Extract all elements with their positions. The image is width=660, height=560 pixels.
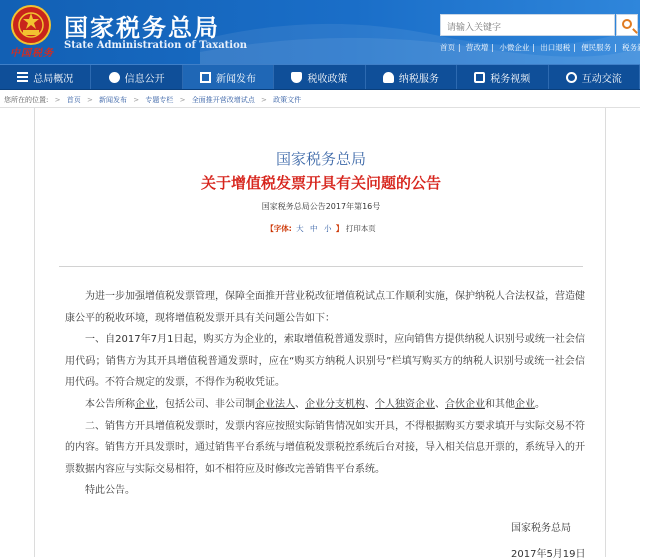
article-body [65, 286, 585, 502]
search-input[interactable]: 请输入关键字 [440, 14, 615, 36]
quick-link-small-business[interactable]: 小微企业 [499, 43, 530, 52]
font-size-medium[interactable]: 中 [310, 224, 318, 233]
article-panel [34, 108, 606, 560]
link-enterprise[interactable]: 企业 [135, 398, 155, 410]
quick-link-export-rebate[interactable]: 出口退税 [540, 43, 571, 52]
nav-item-label: 新闻发布 [216, 73, 257, 85]
paragraph-closing: 特此公告。 [85, 485, 135, 497]
paragraph-definition: 本公告所称企业，包括公司、非公司制企业法人、企业分支机构、个人独资企业、合伙企业和其他企业。 [85, 398, 545, 410]
article-title: 关于增值税发票开具有关问题的公告 [200, 174, 441, 192]
nav-item-label: 税收政策 [307, 73, 348, 85]
font-size-label: 【字体: [266, 224, 292, 233]
paragraph-intro: 为进一步加强增值税发票管理，保障全面推开营业税改征增值税试点工作顺利实施，保护纳税人合法权益，营造健康公平的税收环境，现将增值税发票开具有关问题公告如下： [65, 291, 585, 324]
nav-item-label: 总局概况 [33, 73, 74, 85]
video-icon [474, 72, 485, 83]
quick-link-vat-reform[interactable]: 营改增 [465, 43, 489, 52]
breadcrumb-prefix: 您所在的位置: [4, 96, 49, 104]
font-size-suffix: 】 [335, 224, 344, 233]
breadcrumb: 您所在的位置: > 首页 > 新闻发布 > 专题专栏 > 全面推开营改增试点 > 政策文件 [4, 96, 302, 104]
main-nav [0, 64, 640, 90]
site-title[interactable]: 国家税务总局 [64, 14, 220, 42]
user-icon [383, 72, 394, 83]
breadcrumb-vat-reform[interactable]: 全面推开营改增试点 [191, 96, 255, 104]
nav-item-label: 纳税服务 [398, 73, 439, 85]
nav-item-interaction[interactable] [549, 65, 640, 89]
nav-item-overview[interactable] [0, 65, 91, 89]
search-button[interactable] [616, 14, 638, 36]
nav-item-label: 互动交流 [581, 73, 622, 85]
link-other-enterprise[interactable]: 企业 [515, 398, 535, 410]
site-header [0, 0, 653, 64]
link-sole-proprietorship[interactable]: 个人独资企业 [375, 398, 435, 410]
breadcrumb-home[interactable]: 首页 [66, 96, 81, 104]
quick-link-home[interactable]: 首页 [440, 43, 455, 52]
nav-item-tax-video[interactable] [457, 65, 548, 89]
seal-logo-text: 中国税务 [10, 48, 54, 59]
document-number: 国家税务总局公告2017年第16号 [261, 202, 381, 211]
search-icon [622, 19, 632, 29]
chat-icon [109, 72, 120, 83]
font-size-large[interactable]: 大 [296, 224, 304, 233]
signature-org: 国家税务总局 [511, 523, 571, 534]
news-icon [200, 72, 211, 83]
list-icon [17, 72, 28, 83]
paragraph-item-2: 二、销售方开具增值税发票时，发票内容应按照实际销售情况如实开具，不得根据购买方要求填开与实际交易不符的内容。销售方开具发票时，通过销售平台系统与增值税发票税控系统后台对接，导入相关信息开票的，系统导入的开票数据内容应与实际交易相符，如不相符应及时修改完善销售平台系统。 [65, 420, 585, 475]
link-partnership[interactable]: 合伙企业 [445, 398, 485, 410]
article-org-title: 国家税务总局 [275, 150, 366, 168]
print-page-link[interactable]: 打印本页 [345, 224, 376, 233]
link-enterprise-legal-person[interactable]: 企业法人 [255, 398, 295, 410]
nav-item-info-disclosure[interactable] [91, 65, 182, 89]
nav-item-label: 信息公开 [124, 73, 165, 85]
signature-date: 2017年5月19日 [511, 549, 586, 560]
paragraph-item-1: 一、自2017年7月1日起，购买方为企业的，索取增值税普通发票时，应向销售方提供纳税人识别号或统一社会信用代码；销售方为其开具增值税普通发票时，应在“购买方纳税人识别号”栏填写购买方的纳税人识别号或统一社会信用代码。不符合规定的发票，不得作为税收凭证。 [65, 334, 585, 389]
article-divider [59, 266, 583, 267]
nav-item-label: 税务视频 [490, 73, 531, 85]
breadcrumb-news-release[interactable]: 新闻发布 [99, 96, 128, 104]
font-size-controls [35, 223, 607, 234]
quick-links: 首页 | 营改增 | 小微企业 | 出口退税 | 便民服务 | 税务新闻 [440, 43, 653, 52]
nav-item-taxpayer-service[interactable] [366, 65, 457, 89]
nav-item-tax-policy[interactable] [274, 65, 365, 89]
font-size-small[interactable]: 小 [323, 224, 332, 233]
shield-icon [291, 72, 302, 83]
breadcrumb-topics[interactable]: 专题专栏 [145, 96, 174, 104]
quick-link-news[interactable]: 税务新闻 [622, 43, 653, 52]
nav-item-news-release[interactable] [183, 65, 274, 89]
quick-link-services[interactable]: 便民服务 [581, 43, 612, 52]
site-subtitle: State Administration of Taxation [64, 40, 248, 51]
chat2-icon [566, 72, 577, 83]
link-enterprise-branch[interactable]: 企业分支机构 [305, 398, 365, 410]
breadcrumb-policy-docs[interactable]: 政策文件 [273, 96, 302, 104]
